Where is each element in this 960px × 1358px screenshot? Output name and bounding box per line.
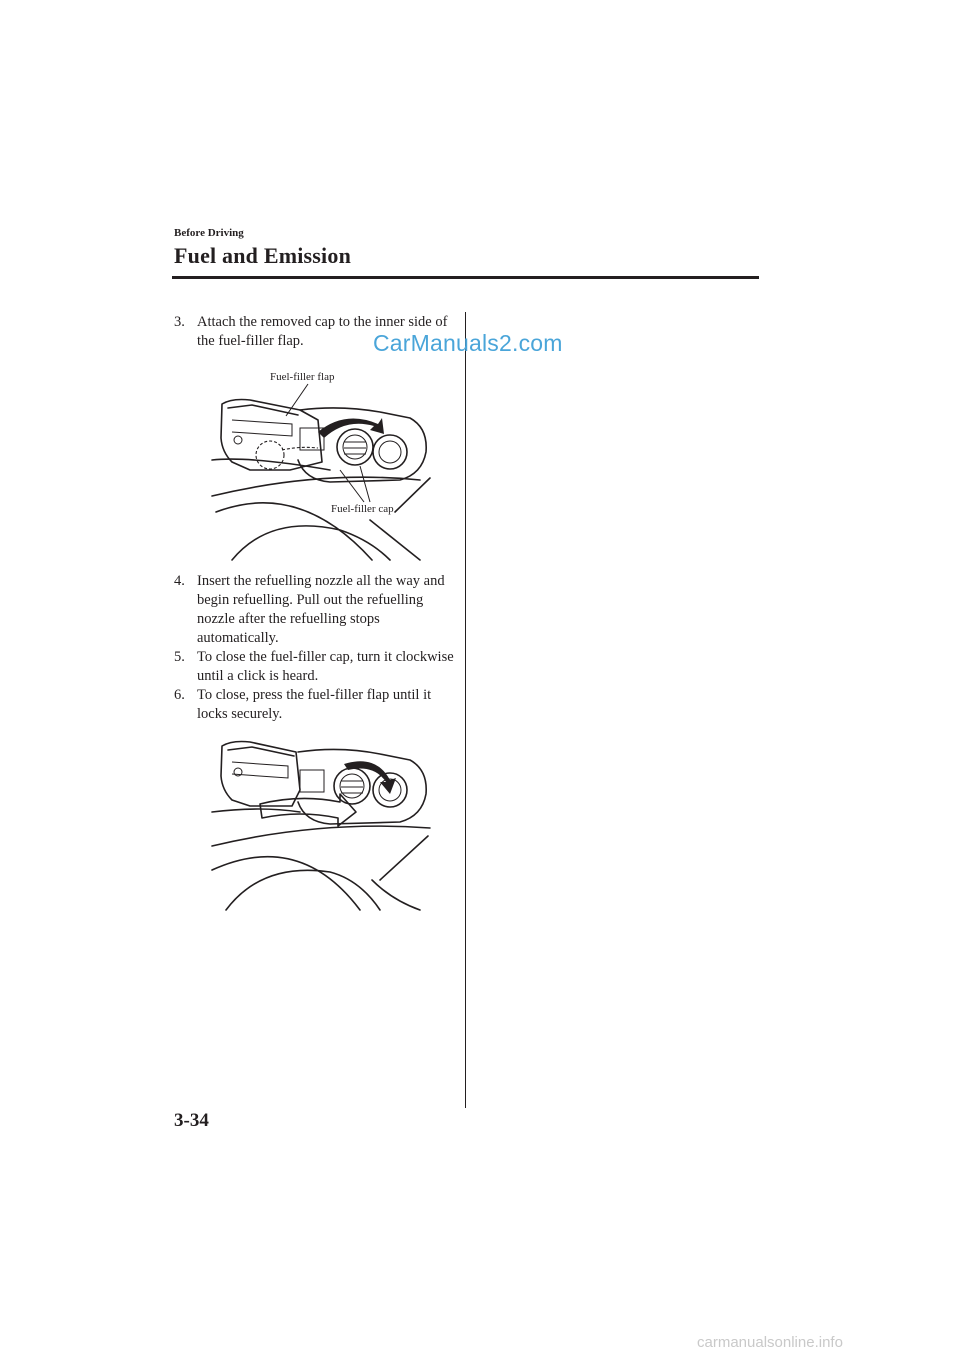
step-text: To close, press the fuel-filler flap until it locks securely. <box>197 687 432 722</box>
step-number: 5. <box>174 649 185 665</box>
step-text: To close the fuel-filler cap, turn it clockwise until a click is heard. <box>197 649 454 684</box>
step-text: Attach the removed cap to the inner side of the fuel-filler flap. <box>197 314 448 349</box>
watermark-top[interactable]: CarManuals2.com <box>373 330 563 356</box>
watermark-bottom[interactable]: carmanualsonline.info <box>697 1334 843 1351</box>
step-number: 4. <box>174 573 185 589</box>
step-number: 3. <box>174 314 185 330</box>
page-title: Fuel and Emission <box>174 243 352 268</box>
step-5 <box>174 648 464 686</box>
column-divider <box>465 312 466 1108</box>
step-text: Insert the refuelling nozzle all the way and begin refuelling. Pull out the refuelling nozzle after the refuelling stops automatically. <box>197 573 445 646</box>
page-number: 3-34 <box>174 1110 209 1131</box>
fuel-filler-flap-label: Fuel-filler flap <box>270 371 335 383</box>
fuel-filler-cap-label: Fuel-filler cap <box>331 503 394 515</box>
step-number: 6. <box>174 687 185 703</box>
step-6 <box>174 686 464 724</box>
title-divider <box>172 276 759 279</box>
step-4 <box>174 572 464 648</box>
section-label: Before Driving <box>174 227 244 239</box>
